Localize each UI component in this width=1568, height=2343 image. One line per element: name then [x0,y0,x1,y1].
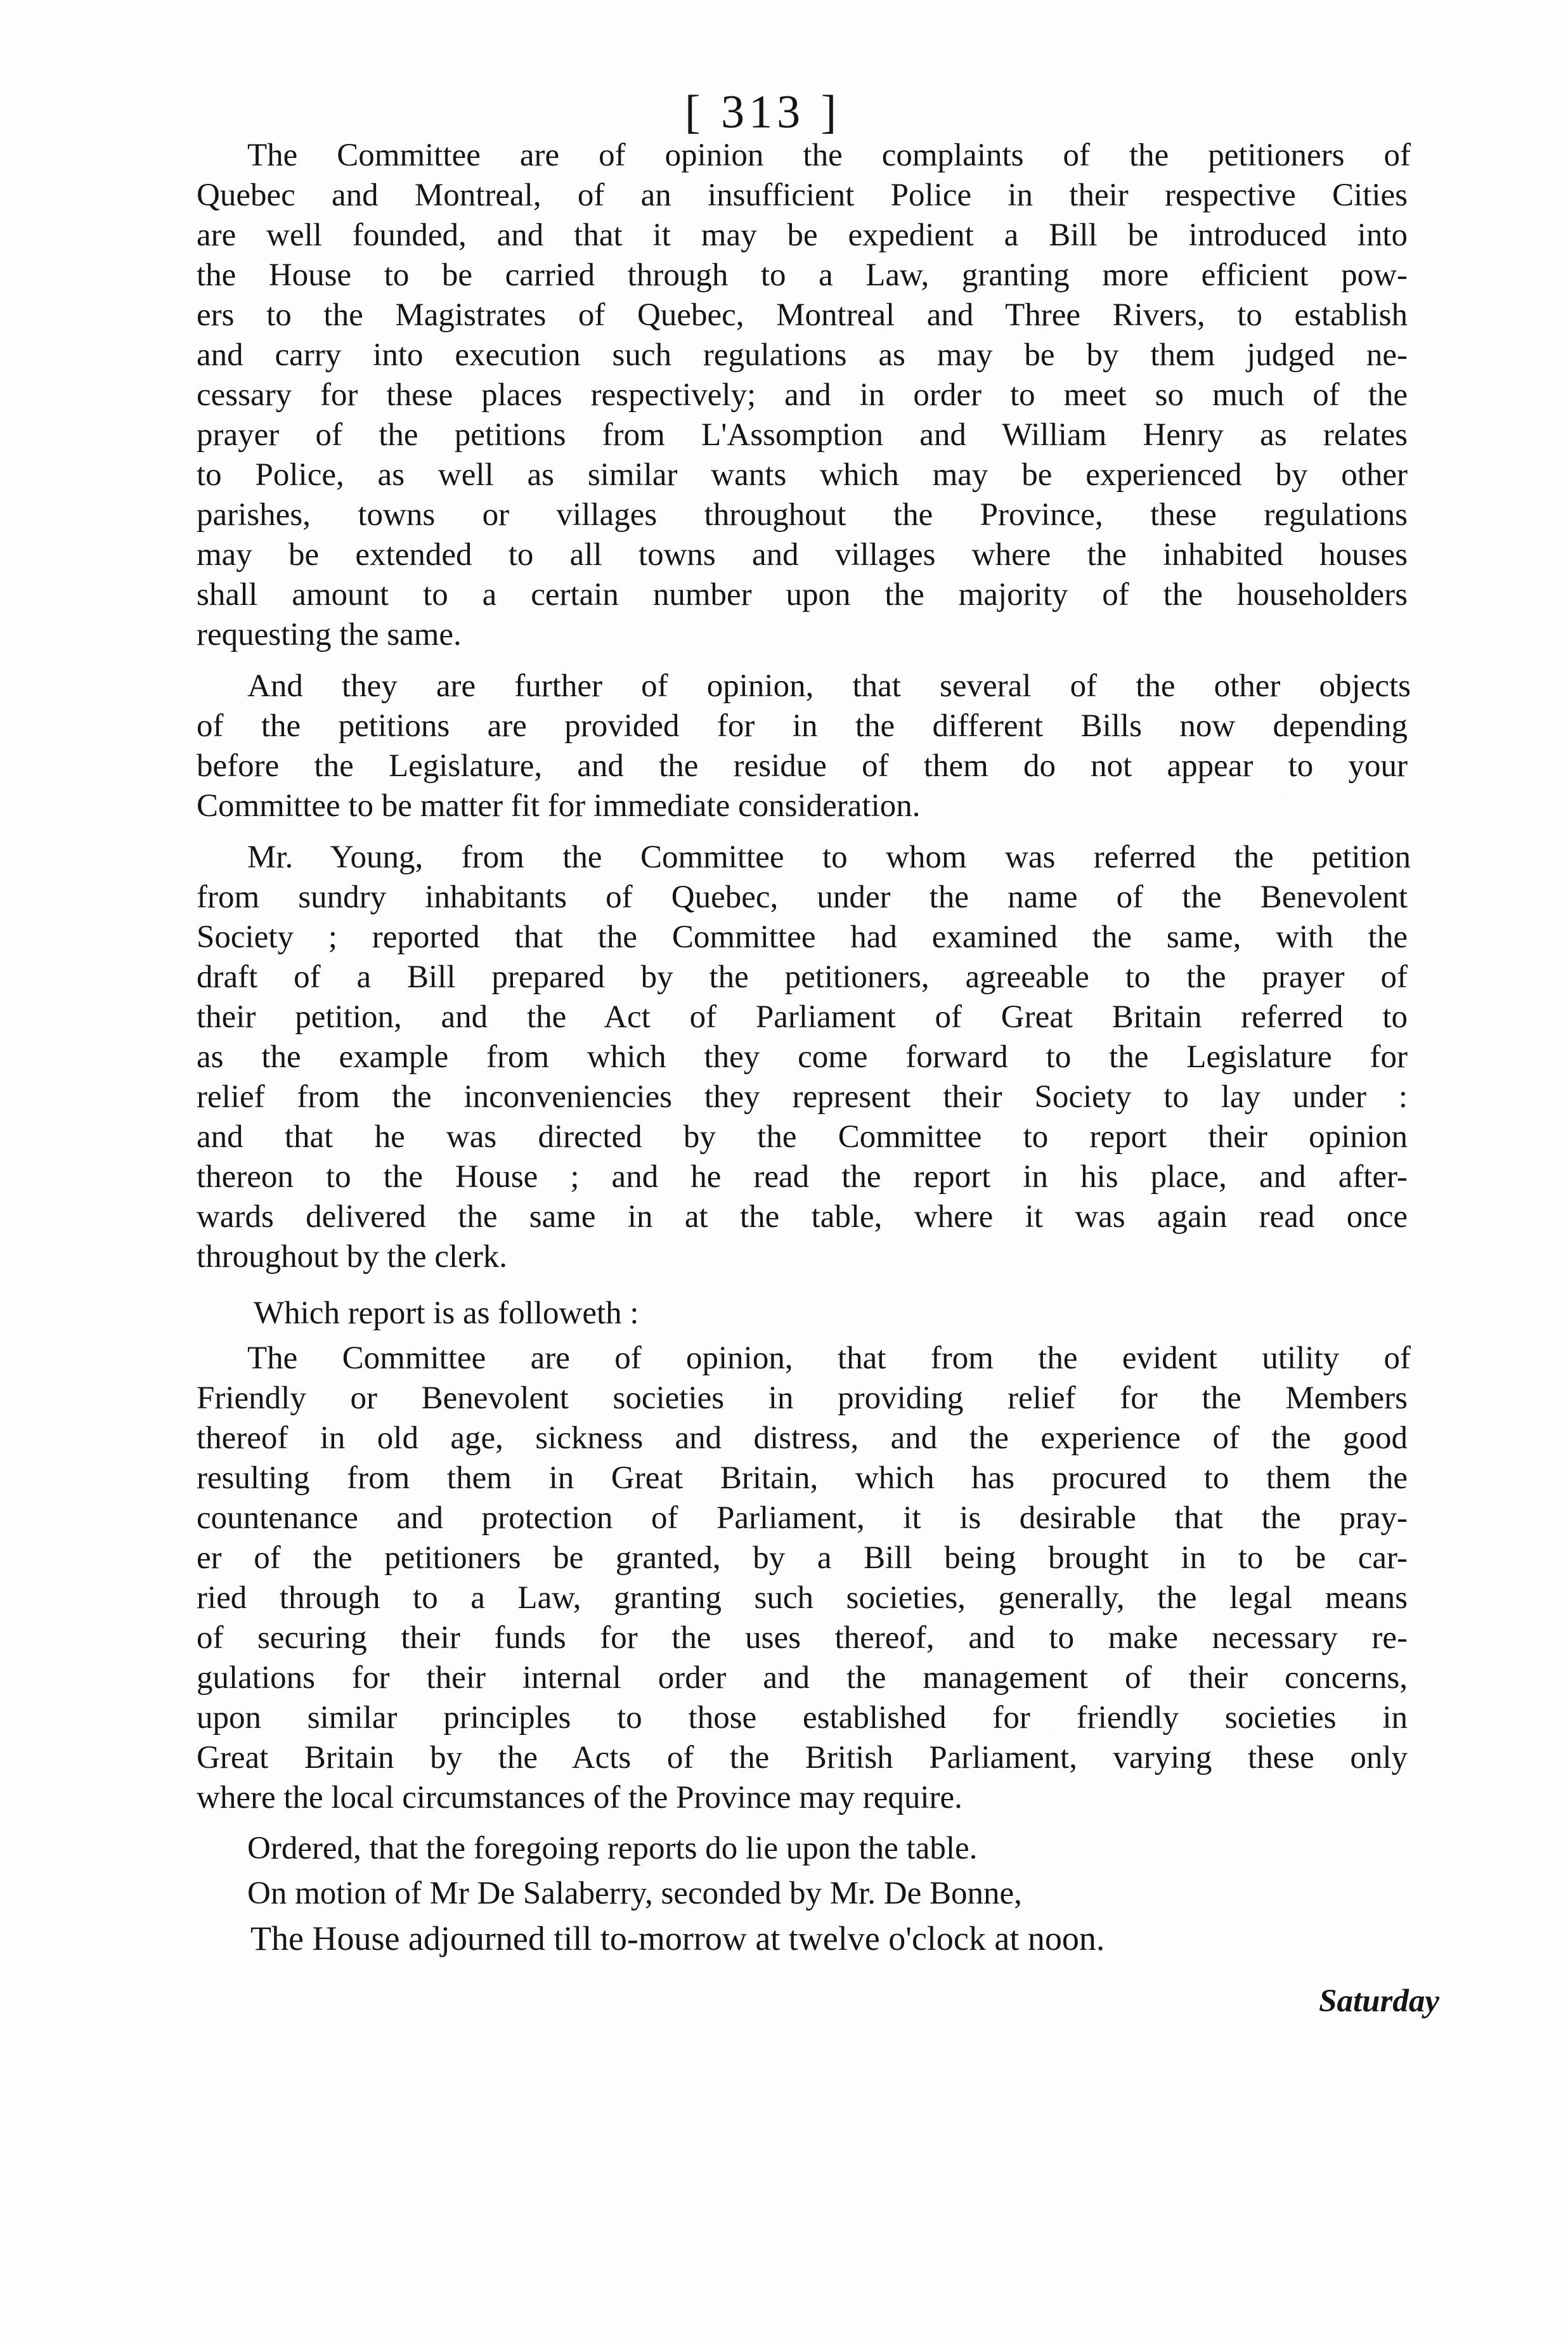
text-line-04: the House to be carried through to a Law, granting more efficient pow- [197,257,1408,293]
text-line-19: from sundry inhabitants of Quebec, under the name of the Benevolent [197,879,1408,915]
text-line-01: The Committee are of opinion the complaints of the petitioners of [247,138,1411,173]
text-line-34: countenance and protection of Parliament, it is desirable that the pray- [197,1500,1408,1536]
text-line-43: On motion of Mr De Salaberry, seconded by Mr. De Bonne, [247,1876,1022,1911]
text-line-44: The House adjourned till to-morrow at twelve o'clock at noon. [250,1919,1105,1957]
text-line-14: And they are further of opinion, that several of the other objects [247,668,1411,704]
text-line-23: as the example from which they come forward to the Legislature for [197,1039,1408,1075]
text-line-29: Which report is as followeth : [254,1295,639,1331]
text-line-35: er of the petitioners be granted, by a Bill being brought in to be car- [197,1540,1408,1576]
text-line-09: to Police, as well as similar wants which may be experienced by other [197,457,1408,493]
text-line-18: Mr. Young, from the Committee to whom was referred the petition [247,840,1411,875]
text-line-20: Society ; reported that the Committee had examined the same, with the [197,919,1408,955]
text-line-22: their petition, and the Act of Parliament of Great Britain referred to [197,999,1408,1035]
text-line-13: requesting the same. [197,617,462,652]
text-line-38: gulations for their internal order and the management of their concerns, [197,1660,1408,1696]
text-line-36: ried through to a Law, granting such societies, generally, the legal means [197,1580,1408,1616]
text-line-10: parishes, towns or villages throughout the Province, these regulations [197,497,1408,533]
text-line-30: The Committee are of opinion, that from the evident utility of [247,1340,1411,1376]
text-line-03: are well founded, and that it may be expedient a Bill be introduced into [197,217,1408,253]
text-line-26: thereon to the House ; and he read the report in his place, and after- [197,1159,1408,1195]
text-line-42: Ordered, that the foregoing reports do lie upon the table. [247,1831,978,1866]
page-number: [ 313 ] [685,86,841,138]
text-line-31: Friendly or Benevolent societies in providing relief for the Members [197,1380,1408,1416]
text-line-37: of securing their funds for the uses thereof, and to make necessary re- [197,1620,1408,1656]
text-line-21: draft of a Bill prepared by the petitioners, agreeable to the prayer of [197,959,1408,995]
catchword: Saturday [1319,1983,1439,2019]
text-line-16: before the Legislature, and the residue of them do not appear to your [197,748,1408,784]
text-line-02: Quebec and Montreal, of an insufficient Police in their respective Cities [197,178,1408,213]
text-line-17: Committee to be matter fit for immediate consideration. [197,788,921,824]
text-line-08: prayer of the petitions from L'Assomption and William Henry as relates [197,417,1408,453]
text-line-33: resulting from them in Great Britain, which has procured to them the [197,1460,1408,1496]
text-line-41: where the local circumstances of the Province may require. [197,1780,962,1815]
text-line-32: thereof in old age, sickness and distress, and the experience of the good [197,1420,1408,1456]
text-line-25: and that he was directed by the Committee to report their opinion [197,1119,1408,1155]
text-line-15: of the petitions are provided for in the different Bills now depending [197,708,1408,744]
text-line-12: shall amount to a certain number upon the majority of the householders [197,577,1408,613]
text-line-24: relief from the inconveniencies they represent their Society to lay under : [197,1079,1408,1115]
text-line-27: wards delivered the same in at the table, where it was again read once [197,1199,1408,1235]
text-line-07: cessary for these places respectively; and in order to meet so much of the [197,377,1408,413]
text-line-40: Great Britain by the Acts of the British Parliament, varying these only [197,1740,1408,1775]
text-line-28: throughout by the clerk. [197,1239,508,1275]
text-line-06: and carry into execution such regulations as may be by them judged ne- [197,337,1408,373]
text-line-11: may be extended to all towns and villages where the inhabited houses [197,537,1408,573]
text-line-05: ers to the Magistrates of Quebec, Montreal and Three Rivers, to establish [197,297,1408,333]
text-line-39: upon similar principles to those established for friendly societies in [197,1700,1408,1736]
